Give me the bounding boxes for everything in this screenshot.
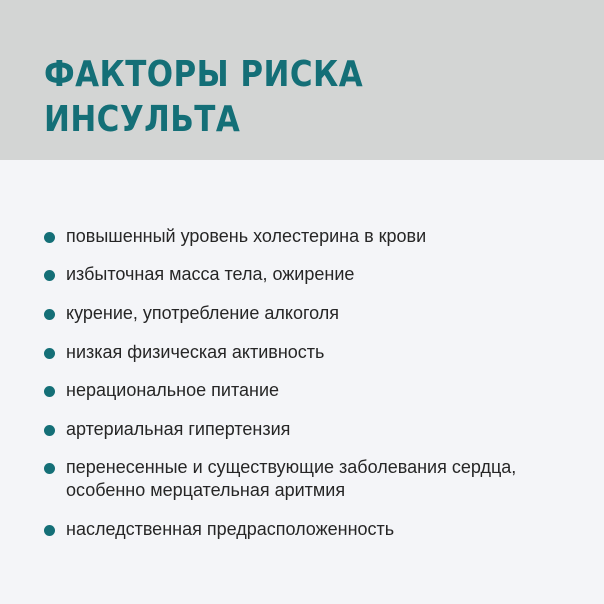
bullet-icon bbox=[44, 232, 55, 243]
list-item-text: наследственная предрасположенность bbox=[66, 519, 395, 539]
list-item-text: нерациональное питание bbox=[66, 380, 280, 400]
bullet-icon bbox=[44, 348, 55, 359]
bullet-icon bbox=[44, 270, 55, 281]
page-title bbox=[44, 52, 491, 142]
list-item-text: низкая физическая активность bbox=[66, 342, 325, 362]
header-band bbox=[0, 0, 604, 160]
list-item-text: перенесенные и существующие заболевания сердца, bbox=[66, 457, 517, 477]
list-item-text: курение, употребление алкоголя bbox=[66, 303, 339, 323]
list-item-text: повышенный уровень холестерина в крови bbox=[66, 226, 427, 246]
list-item-text-continued: особенно мерцательная аритмия bbox=[66, 480, 346, 500]
list-item-text: артериальная гипертензия bbox=[66, 419, 291, 439]
bullet-icon bbox=[44, 463, 55, 474]
bullet-icon bbox=[44, 425, 55, 436]
title-line-2: ИНСУЛЬТА bbox=[44, 99, 241, 140]
bullet-icon bbox=[44, 386, 55, 397]
bullet-icon bbox=[44, 525, 55, 536]
bullet-icon bbox=[44, 309, 55, 320]
list-item-text: избыточная масса тела, ожирение bbox=[66, 264, 355, 284]
title-line-1: ФАКТОРЫ РИСКА bbox=[44, 54, 364, 95]
